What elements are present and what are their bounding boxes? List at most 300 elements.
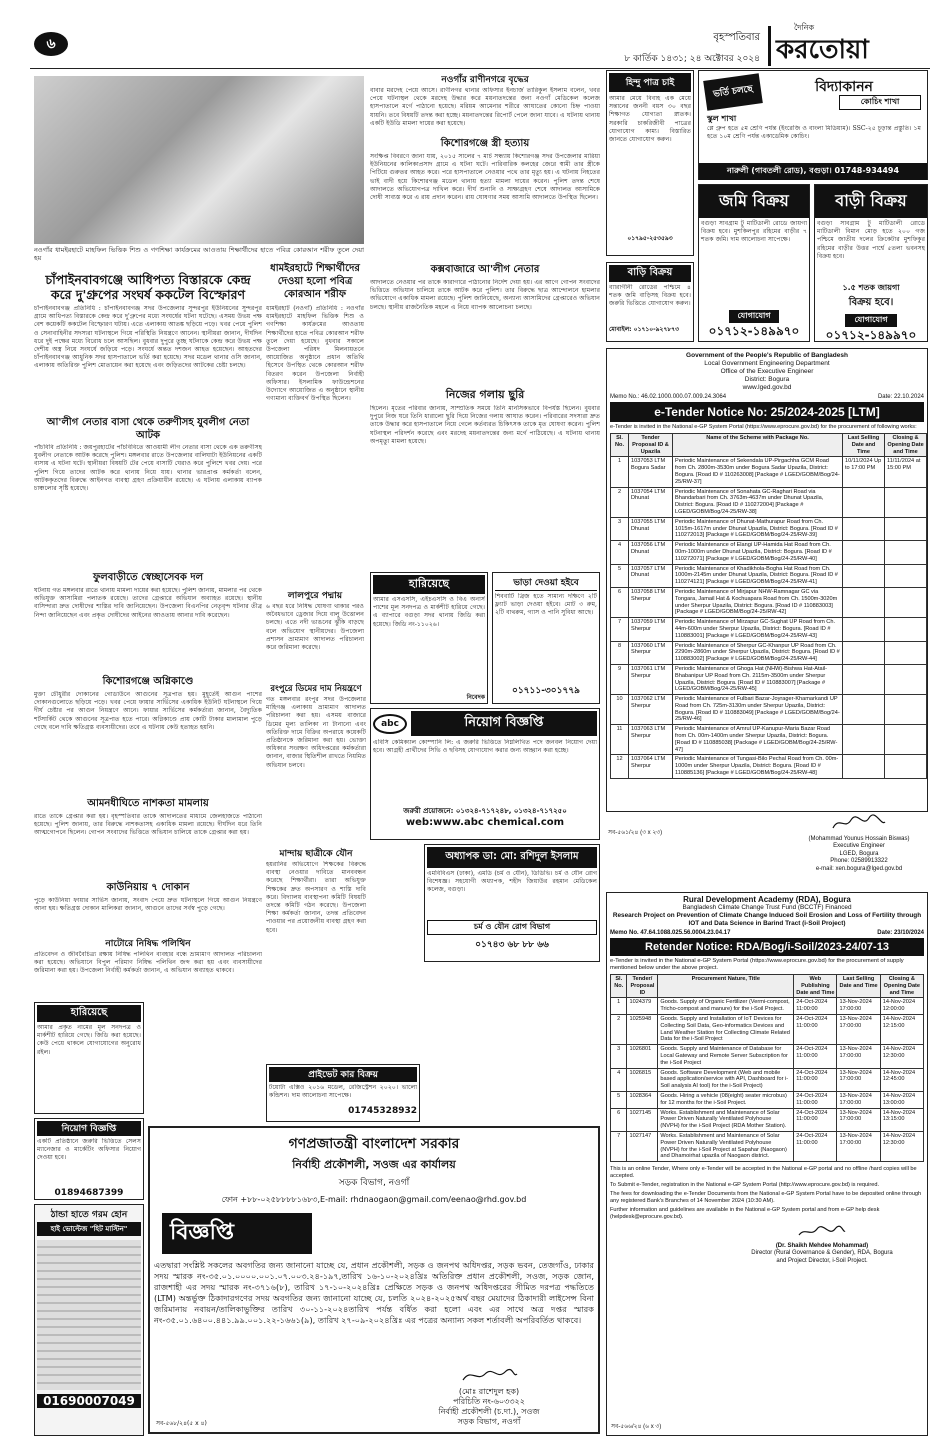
ad-contact-label: যোগাযোগ <box>729 310 779 323</box>
ad-title: হারিয়েছে <box>373 575 485 594</box>
table-row <box>611 1091 924 1108</box>
table-cell: 2 <box>611 1014 627 1044</box>
table-cell: Periodic Maintenance of Mirjapur NHW-Ramnagar GC via Tongara, Jamail Hat & Kochuapara Road from Ch. 1500m-3020m under Sherpur Upazila, District: Bogura. [Road ID # 110883003] [Package # LGED/GOBM/Bog/24-25/RW-42] <box>673 587 843 617</box>
ad-car <box>266 1064 420 1122</box>
ad-title: নিয়োগ বিজ্ঞপ্তি <box>411 711 597 736</box>
tender-note3: The fees for downloading the e-Tender Documents from the National e-GP System Portal have to be deposited online through any registered Bank's Branches of 14 November 2024 (10:30 AM). <box>610 1191 922 1205</box>
signer-phone: Phone: 02589913322 <box>830 858 888 864</box>
article-title: আ'লীগ নেতার বাসা থেকে তরুণীসহ যুবলীগ নেতা আটক <box>46 417 250 441</box>
table-cell: 1028364 <box>627 1091 658 1108</box>
table-cell: 14-Nov-2024 12:30:00 <box>880 1131 923 1161</box>
table-header-cell: Tender Proposal ID & Upazila <box>629 434 673 457</box>
table-cell: 11/11/2024 at 15:00 PM <box>885 457 927 487</box>
tender-note1: This is an online Tender, Where only e-Tender will be accepted in the National e-GP portal and no offline /hard copies will be accepted. <box>610 1166 917 1180</box>
table-cell <box>843 755 885 778</box>
article-title: লালপুরে পদ্মায় <box>287 591 343 601</box>
tender-note2: To Submit e-Tender, registration in the National e-GP System Portal (http://www.eprocure.gov.bd) is required. <box>610 1182 880 1189</box>
ad-title: বাড়ী বিক্রয় <box>815 185 927 218</box>
table-cell: 1037060 LTM Sherpur <box>629 641 673 664</box>
article-body: বাবার মরদেহ পেয়ে আসে। রাণীনগর থানার অফিসার ইনচার্জ তারিকুল ইসলাম বলেন, খবর পেয়ে ঘটনাস্থল থেকে মরদেহ উদ্ধার করে ময়নাতদন্তের জন্য নওগাঁ মেডিকেল কলেজ হাসপাতালে মর্গে পাঠানো হয়েছে। মরিয়ম আমেনার শরীরে আঘাতের কোনো চিহ্ন পাওয়া যায়নি। তবে বিষয়টি তদন্ত করা হচ্ছে। ময়নাতদন্তের রিপোর্ট পেলে জানা যাবে। এ ঘটনায় থানায় একটি ইউডি মামলা দায়ের করা হয়েছে। <box>370 87 600 127</box>
table-row <box>611 641 927 664</box>
ad-body: আমার প্রকৃত নামের মূল সনদপত্র ও মার্কশীট হারিয়ে গেছে। জিডি করা হয়েছে। কেউ পেয়ে থাকলে যোগাযোগের অনুরোধ রইল। <box>37 1024 141 1056</box>
table-cell: 1037063 LTM Sherpur <box>629 725 673 755</box>
admission-sub: কোচিং শাখা <box>839 95 921 110</box>
article-title: কাউনিয়ায় ৭ দোকান <box>106 882 190 893</box>
table-header-cell: Sl. No. <box>611 434 629 457</box>
page-number-badge <box>34 32 68 56</box>
signer-division: সড়ক বিভাগ, নওগাঁ <box>457 1417 521 1426</box>
article-body: ছিলেন। মৃতের পরিবার জানায়, সাম্প্রতিক সময়ে তিনি মানসিকভাবে বিপর্যস্ত ছিলেন। বুধবার দুপুরে নিজ ঘরে তিনি ধারালো ছুরি দিয়ে নিজের গলায় আঘাত করেন। পরিবারের সদস্যরা দ্রুত তাকে উদ্ধার করে হাসপাতালে নিয়ে গেলে কর্তব্যরত চিকিৎসক তাকে মৃত ঘোষণা করেন। পুলিশ ঘটনাস্থল পরিদর্শন করেছে এবং মরদেহ ময়নাতদন্তের জন্য মর্গে পাঠিয়েছে। এ ঘটনায় থানায় অপমৃত্যু মামলা হয়েছে। <box>370 405 600 445</box>
ad-sub: হাই ভোল্টেজ "হিট মাস্টিন" <box>37 1222 141 1236</box>
ad-title: অধ্যাপক ডা: মো: রশিদুল ইসলাম <box>427 847 597 868</box>
table-cell: Works. Establishment and Maintenance of Solar Power Driven Naturally Ventilated Polyhouse (NVPH) for the i-Soil Project (RDA Mother Station). <box>658 1108 794 1131</box>
article-manda <box>266 846 366 1058</box>
masthead-divider <box>768 26 771 66</box>
table-row <box>611 998 924 1015</box>
table-row <box>611 1045 924 1068</box>
table-cell: 13-Nov-2024 17:00:00 <box>837 998 880 1015</box>
table-cell: 10 <box>611 695 629 725</box>
signer-title2: and Project Director, i-Soil Project. <box>776 1257 868 1264</box>
ad-house2 <box>606 262 694 342</box>
table-cell <box>843 487 885 517</box>
signer-org: LGED, Bogura <box>839 850 879 857</box>
article-body: সংক্ষিপ্ত বিবরণে জানা যায়, ২০১৫ সালের ৭ মার্চ সন্ধ্যায় কিশোরগঞ্জ সদর উপজেলার মারিয়া ইউনিয়নের কালিকাপ্রসাদ গ্রামে এ ঘটনা ঘটে। পারিবারিক কলহের জেরে স্বামী তার স্ত্রীকে পিটিয়ে গুরুতর আহত করে। পরে হাসপাতালে নেওয়ার পথে তার মৃত্যু হয়। এ ঘটনায় নিহতের ভাই বাদী হয়ে কিশোরগঞ্জ মডেল থানায় হত্যা মামলা দায়ের করেন। পুলিশ তদন্ত শেষে আদালতে অভিযোগপত্র দাখিল করে। দীর্ঘ শুনানি ও সাক্ষ্যগ্রহণ শেষে আদালত আসামিকে দোষী সাব্যস্ত করে এ রায় প্রদান করেন। রায় ঘোষণার সময় আসামি আদালতে উপস্থিত ছিলেন। <box>370 153 600 202</box>
tender-header5: www.lged.gov.bd <box>742 384 792 391</box>
table-cell: 13-Nov-2024 17:00:00 <box>837 1068 880 1091</box>
table-cell: Periodic Maintenance of Sherpur GC-Khanpur UP Road from Ch. 2290m-2860m under Sherpur Upazila, District: Bogura. [Road ID # 110883002] [Package # LGED/GOBM/Bog/24-25/RW-44] <box>673 641 843 664</box>
table-cell: 14-Nov-2024 13:00:00 <box>880 1091 923 1108</box>
article-coxsbazar <box>370 262 600 382</box>
table-header-cell: Web Publishing Date and Time <box>794 975 837 998</box>
ad-body: একটি প্রতিষ্ঠানে জরুরি ভিত্তিতে সেলস ম্যানেজার ও মার্কেটিং অফিসার নিয়োগ দেওয়া হবে। <box>37 1138 141 1162</box>
signer-name: (Dr. Shaikh Mehdee Mohammad) <box>775 1242 869 1249</box>
article-title: আমনধীঘিতে নাশকতা মামলায় <box>87 798 209 809</box>
ad-phone: 01894687399 <box>54 1188 124 1198</box>
table-cell <box>843 564 885 587</box>
table-header-cell: Closing & Opening Date and Time <box>880 975 923 998</box>
article-fulbari <box>34 570 262 670</box>
table-cell: 14-Nov-2024 12:15:00 <box>880 1014 923 1044</box>
ad-body: আমার এসএসসি, এইচএসসি ও বিএ অনার্স পাশের মূল সনদপত্র ও মার্কশীট হারিয়ে গেছে। এ ব্যাপারে বগুড়া সদর থানায় জিডি করা হয়েছে। জিডি নং-১১০২৬। <box>373 596 485 628</box>
article-title: ধামইরহাটে শিক্ষার্থীদের দেওয়া হলো পবিত্র কোরআন শরীফ <box>270 263 360 300</box>
ad-phone: 01690007049 <box>37 1394 141 1408</box>
signer-name: (Mohammad Younus Hossain Biswas) <box>808 835 910 842</box>
table-cell: Periodic Maintenance of Fulbari Bazar-Joyrager-Khamarkandi UP Road from Ch. 725m-3130m under Sherpur Upazila, District: Bogura. [Road ID # 110883049] [Package # LGED/GOBM/Bog/24-25/RW-46] <box>673 695 843 725</box>
table-cell: 12 <box>611 755 629 778</box>
table-cell <box>885 564 927 587</box>
admission-address: নারুলী (গাবতলী রোড), বগুড়া। 01748-934494 <box>699 163 927 180</box>
table-cell <box>843 541 885 564</box>
ad-lost <box>370 572 488 704</box>
article-title: মান্দায় ছাত্রীকে যৌন <box>279 849 353 859</box>
article-dhamoirhat <box>266 262 364 582</box>
tender-table <box>610 433 927 779</box>
table-header-cell: Sl. No. <box>611 975 627 998</box>
table-row <box>611 541 927 564</box>
ad-body: ব্যারাগীনী রোডের পশ্চিমে ৪ শতক জমি বাড়িসহ বিক্রয় হবে। জরুরি ভিত্তিতে যোগাযোগ করুন। <box>609 284 691 308</box>
table-cell <box>885 695 927 725</box>
ad-size: ১.৫ শতক জায়গা <box>842 283 900 292</box>
table-cell: 1026815 <box>627 1068 658 1091</box>
ad-cold <box>34 1204 144 1436</box>
table-cell: 1037056 LTM Dhunat <box>629 541 673 564</box>
table-cell: 1027147 <box>627 1131 658 1161</box>
ad-contact-label: যোগাযোগ <box>845 314 897 327</box>
table-cell: Periodic Maintenance of Tungasi-Bilo Pechal Road from Ch. 00m-1000m under Sherpur Upazila, District: Bogura. [Road ID # 110885136] [Package # LGED/GOBM/Bog/24-25/RW-48] <box>673 755 843 778</box>
tender-header3: Research Project on Prevention of Climate Change Induced Soil Erosion and Loss of Fertility through IOT and Data Science in Barind Tract (i-Soil Project) <box>612 912 922 927</box>
table-cell: 1 <box>611 998 627 1015</box>
article-body: আদালতে নেওয়ার পর তাকে কারাগারে পাঠানোর নির্দেশ দেয়া হয়। এর আগে গোপন সংবাদের ভিত্তিতে অভিযান চালিয়ে তাকে আটক করে পুলিশ। তার বিরুদ্ধে ছাত্র আন্দোলনে হামলার অভিযোগে একাধিক মামলা রয়েছে। পুলিশ জানিয়েছে, অন্যান্য আসামিদের গ্রেপ্তারেও অভিযান চলছে। স্থানীয় রাজনৈতিক মহলে এ নিয়ে ব্যাপক আলোচনা চলছে। <box>370 279 600 311</box>
notice-office: নির্বাহী প্রকৌশলী, সওজ এর কার্যালয় <box>292 1158 456 1171</box>
tender-title: Retender Notice: RDA/Bog/i-Soil/2023-24/07-13 <box>610 938 924 956</box>
ad-rent <box>492 572 600 704</box>
tender-date: Date: 23/10/2024 <box>877 930 924 936</box>
tender-header4: District: Bogura <box>744 376 790 383</box>
article-lalpur <box>266 588 364 678</box>
table-row <box>611 457 927 487</box>
ad-name: নিবেদক <box>466 694 485 701</box>
ad-house <box>814 184 928 342</box>
table-cell: 1037054 LTM Dhunat <box>629 487 673 517</box>
ad-sale: বিক্রয় হবে। <box>848 297 894 308</box>
table-header-cell: Procurement Nature, Title <box>658 975 794 998</box>
table-cell: 24-Oct-2024 11:00:00 <box>794 998 837 1015</box>
masthead-rule <box>30 68 930 69</box>
table-row <box>611 725 927 755</box>
article-body: পুড়ে কাউনিয়া ফায়ার সার্ভিস জানায়, সংবাদ পেয়ে দ্রুত ঘটনাস্থলে গিয়ে আগুন নিয়ন্ত্রণে আনা হয়। ক্ষতিগ্রস্ত দোকান মালিকরা জানান, আগুনে তাদের সর্বস্ব পুড়ে গেছে। <box>34 897 262 913</box>
photo-caption: নওগাঁর ধামইরহাটে মাহফিল ভিত্তিক শিশু ও গণশিক্ষা কার্যক্রমের আওতায় শিক্ষার্থীদের হাতে পবিত্র কোরআন শরীফ তুলে দেয়া হয় <box>34 246 364 263</box>
tender1-ref: সব-৫৬১/২৪ (৩ x ২৩) <box>608 830 663 836</box>
notice-division: সড়ক বিভাগ, নওগাঁ <box>338 1178 410 1188</box>
table-cell: 1024379 <box>627 998 658 1015</box>
table-cell <box>843 725 885 755</box>
tender-notice-rda <box>606 892 928 1436</box>
table-cell: 11 <box>611 725 629 755</box>
table-cell: 13-Nov-2024 17:00:00 <box>837 1091 880 1108</box>
notice-contact: ফোন +৮৮-০২৫৮৮৮৮১৬৮৩,E-mail: rhdnaogaon@gmail.com/eenao@rhd.gov.bd <box>221 1195 527 1204</box>
masthead-logo-small: দৈনিক <box>794 23 815 32</box>
ad-body: আমার মেয়ে বিবাহ এক মেয়ে সন্তানের জননী বয়স ৩০ বছর শিক্ষাগত যোগ্যতা স্নাতক। সরকারি চাকরিজীবী পাত্রের যোগাযোগ কাম্য। বিস্তারিত জানতে যোগাযোগ করুন। <box>609 95 691 144</box>
table-cell: 1037061 LTM Sherpur <box>629 664 673 694</box>
table-cell: 24-Oct-2024 11:00:00 <box>794 1014 837 1044</box>
table-cell: 13-Nov-2024 17:00:00 <box>837 1014 880 1044</box>
table-cell: Periodic Maintenance of Amrul UP-Kanupur-Maria Bazar Road from Ch. 00m-1400m under Sherpur Upazila, District: Bogura. [Road ID # 110885038] [Package # LGED/GOBM/Bog/24-25/RW-47] <box>673 725 843 755</box>
page-number: ৬ <box>46 36 56 52</box>
article-body: চাঁপাইনবাবগঞ্জ প্রতিনিধি : চাঁপাইনবাবগঞ্জ সদর উপজেলার সুন্দরপুর ইউনিয়নের সুন্দরপুর গ্রামে আধিপত্য বিস্তারকে কেন্দ্র করে দু'গ্রুপের মধ্যে সংঘর্ষের ঘটনা ঘটেছে। এসময় উভয় পক্ষ বেশ কয়েকটি ককটেল বিস্ফোরণ ঘটায়। এতে এলাকায় আতঙ্ক ছড়িয়ে পড়ে। খবর পেয়ে পুলিশ ও সেনাবাহিনীর সদস্যরা ঘটনাস্থলে গিয়ে পরিস্থিতি নিয়ন্ত্রণে আনেন। স্থানীয়রা জানান, দীর্ঘদিন ধরে দুই পক্ষের মধ্যে বিরোধ চলে আসছিল। বুধবার দুপুরে তুচ্ছ ঘটনাকে কেন্দ্র করে উভয় পক্ষ দেশীয় অস্ত্র নিয়ে সংঘর্ষে জড়িয়ে পড়ে। সংঘর্ষে অন্তত দশজন আহত হয়েছেন। আহতদের চাঁপাইনবাবগঞ্জ আধুনিক সদর হাসপাতালে ভর্তি করা হয়েছে। সদর মডেল থানার ওসি জানান, এলাকায় অতিরিক্ত পুলিশ মোতায়েন করা হয়েছে এবং জড়িতদের আটকের চেষ্টা চলছে। <box>34 305 262 370</box>
table-cell: 24-Oct-2024 11:00:00 <box>794 1068 837 1091</box>
signer-title: Executive Engineer <box>833 843 885 849</box>
table-row <box>611 487 927 517</box>
signature-image <box>797 1225 847 1239</box>
table-row <box>611 517 927 540</box>
table-cell: 13-Nov-2024 17:00:00 <box>837 1108 880 1131</box>
table-cell: 6 <box>611 587 629 617</box>
table-cell: 1037055 LTM Dhunat <box>629 517 673 540</box>
ad-phone: ০১৭১১-৩০১৭৭৯ <box>511 686 581 696</box>
signer-title: Director (Rural Governance & Gender), RDA, Bogura <box>751 1250 893 1257</box>
table-row <box>611 1108 924 1131</box>
table-cell: 10/11/2024 Up to 17:00 PM <box>843 457 885 487</box>
table-cell: 1027145 <box>627 1108 658 1131</box>
admission-title: বিদ্যাকানন <box>815 79 873 95</box>
table-cell: 24-Oct-2024 11:00:00 <box>794 1091 837 1108</box>
date-text: ৮ কার্তিক ১৪৩১; ২৪ অক্টোবর ২০২৪ <box>624 54 760 64</box>
article-throat-knife <box>370 386 600 566</box>
tender-header3: Office of the Executive Engineer <box>720 368 814 375</box>
table-cell <box>885 587 927 617</box>
table-row <box>611 664 927 694</box>
tender-header1: Rural Development Academy (RDA), Bogura <box>683 895 851 904</box>
signature-image <box>829 814 889 832</box>
signer-email: e-mail: xen.bogura@lged.gov.bd <box>815 865 903 872</box>
ad-title: হিন্দু পাত্র চাই <box>609 73 691 92</box>
abc-logo: abc <box>373 714 407 734</box>
table-cell: 7 <box>611 618 629 641</box>
ad-bottom-job <box>34 1118 144 1200</box>
table-row <box>611 755 927 778</box>
article-kishoreganj-murder <box>370 136 600 258</box>
table-row <box>611 1014 924 1044</box>
signer-name: (মোঃ রাশেদুল হক) <box>458 1387 520 1396</box>
admission-sub2: স্কুল শাখা <box>707 114 737 123</box>
article-title: কক্সবাজারে আ'লীগ নেতার <box>430 264 540 275</box>
ad-phone: ০১৭১২-১৪৯৯৭০ <box>708 324 800 338</box>
article-title: চাঁপাইনবাবগঞ্জে আধিপত্য বিস্তারকে কেন্দ্র করে দু'গ্রুপের সংঘর্ষ ককটেল বিস্ফোরণ <box>45 272 251 302</box>
tender-memo: Memo No. 47.64.1088.025.56.0004.23.04.17 <box>610 930 731 936</box>
govt-notice-rhd <box>148 1126 600 1434</box>
article-title: নিজের গলায় ছুরি <box>445 388 525 401</box>
table-header-cell: Last Selling Date and Time <box>843 434 885 457</box>
table-cell: 4 <box>611 541 629 564</box>
table-cell: Periodic Maintenance of Khadikhola-Bogha Hat Road from Ch. 1000m-2145m under Dhunat Upazila, District: Bogura. [Road ID # 110274121] [Package # LGED/GOBM/Bog/24-25/RW-41] <box>673 564 843 587</box>
tender-notice-lged <box>606 348 928 812</box>
table-cell: 6 <box>611 1108 627 1131</box>
table-cell <box>885 517 927 540</box>
table-cell: 5 <box>611 564 629 587</box>
article-kishoreganj-fire <box>34 674 262 792</box>
ad-phone: 01745328932 <box>348 1106 417 1116</box>
tender-intro: e-Tender is invited in the National e-GP System Portal (https://www.eprocure.gov.bd) for the procurement of supply mentioned below under the above project. <box>610 958 904 971</box>
table-cell <box>843 587 885 617</box>
ad-title: ঠান্ডা হাতে গরম হোন <box>50 1210 128 1220</box>
article-rangpur-egg <box>266 682 366 842</box>
ad-title: জমি বিক্রয় <box>699 185 809 218</box>
ad-phone: ০১৭৯৫-২৫৩৫৯৩ <box>627 235 673 242</box>
article-youth-league <box>34 416 262 566</box>
ad-title: প্রাইভেট কার বিক্রয় <box>269 1067 417 1082</box>
table-header-cell: Last Selling Date and Time <box>837 975 880 998</box>
table-cell <box>843 618 885 641</box>
article-title: ফুলবাড়ীতে স্বেচ্ছাসেবক দল <box>92 572 204 583</box>
article-body: গত মঙ্গলবার রংপুর সদর উপজেলার মাহিগঞ্জ এলাকায় ভ্রাম্যমাণ আদালত পরিচালনা করা হয়। এসময় বাজারে ডিমের মূল্য তালিকা না টানানো এবং অতিরিক্ত দামে বিক্রির অপরাধে কয়েকটি প্রতিষ্ঠানকে জরিমানা করা হয়। ভোক্তা অধিকার সংরক্ষণ অধিদপ্তরের কর্মকর্তারা জানান, বাজার স্থিতিশীল রাখতে নিয়মিত অভিযান চলবে। <box>266 696 366 769</box>
table-row <box>611 1131 924 1161</box>
table-cell <box>843 695 885 725</box>
table-cell <box>885 618 927 641</box>
article-ranignagar <box>370 72 600 132</box>
table-cell: Goods. Supply and Maintenance of Database for Local Gateway and Remote Server Subscription for the i-Soil Project <box>658 1045 794 1068</box>
article-body: ধামইরহাট (নওগাঁ) প্রতিনিধি : নওগাঁর ধামইরহাটে মাহফিল ভিত্তিক শিশু ও গণশিক্ষা কার্যক্রমের আওতায় শিক্ষার্থীদের হাতে পবিত্র কোরআন শরীফ তুলে দেয়া হয়েছে। বুধবার সকালে উপজেলা পরিষদ মিলনায়তনে আয়োজিত অনুষ্ঠানে প্রধান অতিথি হিসেবে উপস্থিত থেকে কোরআন শরীফ বিতরণ করেন উপজেলা নির্বাহী অফিসার। ইসলামিক ফাউন্ডেশনের উদ্যোগে আয়োজিত এ অনুষ্ঠানে স্থানীয় গণ্যমান্য ব্যক্তিবর্গ উপস্থিত ছিলেন। <box>266 305 364 403</box>
ad-phone: মোবাইল: ০১৭১০-৯২৭৮৭৩ <box>609 326 680 333</box>
table-row <box>611 1068 924 1091</box>
table-cell <box>885 755 927 778</box>
table-row <box>611 695 927 725</box>
table-cell: 14-Nov-2024 13:15:00 <box>880 1108 923 1131</box>
article-chapainawabganj <box>34 272 262 412</box>
tender-table <box>610 974 924 1162</box>
table-cell: Periodic Maintenance of Mirzapur GC-Sughat UP Road from Ch. 44m-600m under Sherpur Upazila, District: Bogura. [Road ID # 110883001] [Package # LGED/GOBM/Bog/24-25/RW-43] <box>673 618 843 641</box>
ad-phone: ০১৭৪৩ ৬৮ ৮৮ ৬৬ <box>475 940 549 950</box>
tender-header2: Bangladesh Climate Change Trust Fund (BCCTF) Financed <box>682 904 852 911</box>
news-photo <box>34 76 364 244</box>
admission-badge <box>703 73 763 111</box>
table-cell: Goods. Supply and Installation of IoT Devices for Collecting Soil Data, Geo-informatics Devices and Land Weather Station for Collecting Climate Related Data for the i-Soil Project <box>658 1014 794 1044</box>
table-cell: 14-Nov-2024 12:30:00 <box>880 1045 923 1068</box>
ad-body: এবিসি কেমিক্যাল কোম্পানি লি: এ জরুরি ভিত্তিতে নিম্নলিখিত পদে জনবল নিয়োগ দেয়া হবে। আগ্রহী প্রার্থীদের সিভি ও ছবিসহ যোগাযোগ করার জন্য আহ্বান করা হচ্ছে। <box>373 739 597 755</box>
article-body: মুক্তা চৌধুরীর দোকানের গোডাউনে আগুনের সূত্রপাত হয়। মুহূর্তেই আগুন পাশের দোকানগুলোতে ছড়িয়ে পড়ে। খবর পেয়ে ফায়ার সার্ভিসের একাধিক ইউনিট ঘটনাস্থলে গিয়ে দীর্ঘ চেষ্টার পর আগুন নিয়ন্ত্রণে আনে। ফায়ার সার্ভিসের কর্মকর্তারা জানান, বৈদ্যুতিক শর্টসার্কিট থেকে আগুনের সূত্রপাত হতে পারে। অগ্নিকাণ্ডে প্রায় কোটি টাকার মালামাল পুড়ে গেছে বলে দাবি ক্ষতিগ্রস্ত ব্যবসায়ীদের। তবে এ ঘটনায় কেউ হতাহত হয়নি। <box>34 691 262 731</box>
ad-doctor <box>424 844 600 962</box>
masthead <box>0 0 945 70</box>
table-header-cell: Tender/ Proposal ID <box>627 975 658 998</box>
ad-bride <box>606 70 694 256</box>
tender-memo: Memo No.: 46.02.1000.000.07.009.24.3064 <box>610 394 727 400</box>
table-cell <box>885 641 927 664</box>
ad-body: এমবিবিএস (ঢাকা), এমডি (চর্ম ও যৌন), ডিডিভি। চর্ম ও যৌন রোগ বিশেষজ্ঞ। সহযোগী অধ্যাপক, শহীদ জিয়াউর রহমান মেডিকেল কলেজ, বগুড়া। <box>427 870 597 894</box>
table-cell: Periodic Maintenance of Ghoga Hat (NHW)-Bishwa Hat-Atail-Bhabanipur UP Road from Ch. 2115m-3500m under Sherpur Upazila, District: Bogura. [Road ID # 110883007] [Package # LGED/GOBM/Bog/24-25/RW-45] <box>673 664 843 694</box>
tender1-signature-block <box>790 814 928 886</box>
article-body: ঘটনায় গত মঙ্গলবার রাতে থানায় মামলা দায়ের করা হয়েছে। পুলিশ জানায়, মামলার পর থেকে অভিযুক্ত আসামিরা পলাতক রয়েছে। তাদের গ্রেপ্তারে অভিযান অব্যাহত রয়েছে। স্থানীয় বাসিন্দারা দ্রুত দোষীদের শাস্তির দাবি জানিয়েছেন। উপজেলা বিএনপির নেতৃবৃন্দ ঘটনার তীব্র নিন্দা জানিয়েছেন এবং প্রকৃত দোষীদের আইনের আওতায় আনার দাবি করেছেন। <box>34 587 262 619</box>
notice-body: এতদ্বারা সংশ্লিষ্ট সকলের অবগতির জন্য জানানো যাচ্ছে যে, প্রধান প্রকৌশলী, সড়ক ও জনপথ অধিদপ্তর, সড়ক ভবন, তেজগাঁও, ঢাকার সদয় স্মারক নং-৩৫.০১.০০০০.০০১.০৭.০০৩.২৪-১৯৭,তারিখ ১৬-১০-২০২৪খ্রিঃ অতিরিক্ত প্রধান প্রকৌশলী, সওজ, সড়ক জোন, রাজশাহী এর সদয় স্মারক নং-৩৭১৬(৮), তারিখ ১৭-১০-২০২৪খ্রিঃ প্রেক্ষিতে সড়ক ও জনপথ অধিদপ্তরের সীমিত দরপত্র পদ্ধতিতে (LTM) অন্তর্ভুক্ত ঠিকাদারগণের সদয় অবগতির জন্য জানানো যাচ্ছে যে, চলতি ২০২৪-২০২৫অর্থ বছর মেয়াদের ঠিকাদারী লাইসেন্স বিনা জরিমানায় নবায়ন/তালিকাভুক্তির তারিখ ৩০-১১-২০২৪তারিখ পর্যন্ত বর্ধিত করা হলো এবং এর সাথে অত্র দপ্তর স্মারক নং-৩৫.০১.৬৪০০.৪৪১.৯৯.০০১.২২-১৬৬১(৯), তারিখ ২৭-০৯-২০২৪খ্রিঃ এর পত্রের অন্যান্য সকল শর্তাবলী অপরিবর্তিত থাকবে। <box>154 1260 594 1325</box>
ad-phone: জরুরী প্রয়োজনে: ০১৩২৪-৭১৭২৪৮, ০১৩২৪-৭১৭২৫০ <box>403 807 567 815</box>
weekday: বৃহস্পতিবার <box>713 32 760 43</box>
table-cell: Goods. Software Development (Web and mobile based application/service with API, Dashboard for i-Soil analysis AI tool) for the i-Soil Project) <box>658 1068 794 1091</box>
table-cell: 5 <box>611 1091 627 1108</box>
article-title: নওগাঁর রাণীনগরে বৃদ্ধের <box>441 75 529 85</box>
table-row <box>611 587 927 617</box>
table-row <box>611 618 927 641</box>
article-title: রংপুরে ডিমের দাম নিয়ন্ত্রণে <box>270 684 362 694</box>
table-cell: 3 <box>611 517 629 540</box>
table-cell: 1026801 <box>627 1045 658 1068</box>
admission-body: প্লে গ্রুপ হতে ৫ম শ্রেণি পর্যন্ত (ইংরেজি ও বাংলা মিডিয়াম)। SSC-২৫ চূড়ান্ত প্রস্তুতি। ১ম হতে ১০ম শ্রেণি পর্যন্ত একাডেমিক কোচিং। <box>707 125 921 141</box>
table-row <box>611 564 927 587</box>
ad-spec: চর্ম ও যৌন রোগ বিভাগ <box>427 920 597 935</box>
article-kaunia <box>34 880 262 932</box>
notice-title: গণপ্রজাতন্ত্রী বাংলাদেশ সরকার <box>288 1136 460 1152</box>
ad-job-abc <box>370 708 600 840</box>
ad-body: শিববাটি ব্রিজ হতে সামান্য দক্ষিণে ২টি ফ্ল্যাট ভাড়া দেওয়া হইবে। মোট ৩ রুম, ২টি বাথরুম, গ্যাস ও পানি সুবিধা আছে। <box>495 593 597 617</box>
table-cell: 1 <box>611 457 629 487</box>
ad-body: বগুড়া সাবগ্রাম টু মাটিডালী রোডে মাটিডালী বিমান মোড় হতে ২০০ গজ পশ্চিমে জাতীয় দলের ক্রিকেটার মুশফিকুর রহিমের বাড়ীর উত্তর পার্শ্বে ৫তলা ভবনসহ বিক্রয় হবে। <box>817 220 925 260</box>
masthead-date <box>600 30 760 66</box>
table-cell: 2 <box>611 487 629 517</box>
ad-body: বগুড়া সাবগ্রাম টু মাটিডালী রোডে জায়গা বিক্রয় হবে। মুশকিলপুর রহিমের বাড়ীর ৭ শতক জমি। দাম আলোচনা সাপেক্ষে। <box>701 220 807 244</box>
table-cell: 24-Oct-2024 11:00:00 <box>794 1108 837 1131</box>
table-cell <box>843 517 885 540</box>
table-cell: Periodic Maintenance of Sekendala UP-Pirgachha GCM Road from Ch. 2800m-3530m under Bogura Sadar Upazila, District: Bogura. [Road ID # 110263008] [Package # LGED/GOBM/Bog/24-25/RW-37] <box>673 457 843 487</box>
ad-title: নিয়োগ বিজ্ঞপ্তি <box>37 1121 141 1136</box>
table-cell: 14-Nov-2024 12:00:00 <box>880 998 923 1015</box>
tender-date: Date: 22.10.2024 <box>877 394 924 400</box>
article-body: প্রতিবেদন ও জীববৈচিত্র্য রক্ষায় নিষিদ্ধ পলিথিন ব্যবহার বন্ধে ভ্রাম্যমাণ আদালত পরিচালনা করা হয়েছে। অভিযানে বিপুল পরিমাণ নিষিদ্ধ পলিথিন জব্দ করা হয় এবং ব্যবসায়ীদের জরিমানা করা হয়। উপজেলা নির্বাহী কর্মকর্তা জানান, এ অভিযান অব্যাহত থাকবে। <box>34 951 262 975</box>
table-cell: Goods. Hiring a vehicle (08(eight) seater microbus) for 12 months for the i-Soil Project. <box>658 1091 794 1108</box>
ad-image <box>37 1240 141 1390</box>
table-header-cell: Closing & Opening Date and Time <box>885 434 927 457</box>
tender-header1: Government of the People's Republic of Bangladesh <box>686 352 848 359</box>
article-title: কিশোরগঞ্জে অগ্নিকাণ্ডে <box>102 676 194 687</box>
table-cell <box>885 725 927 755</box>
table-cell <box>843 664 885 694</box>
table-cell <box>843 641 885 664</box>
table-cell: 3 <box>611 1045 627 1068</box>
article-body: রাতে তাকে গ্রেপ্তার করা হয়। বৃহস্পতিবার তাকে আদালতের মাধ্যমে জেলহাজতে পাঠানো হয়েছে। পুলিশ জানায়, তার বিরুদ্ধে নাশকতাসহ একাধিক মামলা রয়েছে। দীর্ঘদিন ধরে তিনি আত্মগোপনে ছিলেন। গোপন সংবাদের ভিত্তিতে অভিযান চালিয়ে তাকে গ্রেপ্তার করা হয়। <box>34 813 262 837</box>
article-body: ৬ বছর ধরে নিষিদ্ধ ঘোষণা থাকার পরও অবৈধভাবে ড্রেজার দিয়ে বালু উত্তোলন চলছে। এতে নদী ভাঙনের ঝুঁকি বাড়ছে বলে অভিযোগ স্থানীয়দের। উপজেলা প্রশাসন ভ্রাম্যমাণ আদালত পরিচালনা করে জরিমানা করেছে। <box>266 603 364 652</box>
table-cell <box>885 541 927 564</box>
article-amnadighi <box>34 796 262 876</box>
signer-id: পরিচিতি নং-৬০৩৩২২ <box>453 1397 525 1406</box>
table-cell: 1037062 LTM Sherpur <box>629 695 673 725</box>
table-cell: 8 <box>611 641 629 664</box>
tender-intro: e-Tender is invited in the National e-GP System Portal (https://www.eprocure.gov.bd) for the procurement of following works: <box>610 424 917 430</box>
article-title: কিশোরগঞ্জে স্ত্রী হত্যায় <box>440 138 530 149</box>
table-cell: 1037064 LTM Sherpur <box>629 755 673 778</box>
table-cell: 1037057 LTM Dhunat <box>629 564 673 587</box>
table-cell: Goods. Supply of Organic Fertilizer (Vermi-compost, Tricho-compost and manure) for the i-Soil Project. <box>658 998 794 1015</box>
masthead-logo-text: করতোয়া <box>776 35 869 65</box>
article-body: পাঁচবিবি প্রতিনিধি : জয়পুরহাটের পাঁচবিবিতে আওয়ামী লীগ নেতার বাসা থেকে এক তরুণীসহ যুবলীগ নেতাকে আটক করেছে পুলিশ। মঙ্গলবার রাতে উপজেলার বালিঘাটা ইউনিয়নের একটি বাসায় এ ঘটনা ঘটে। স্থানীয়রা বিষয়টি টের পেয়ে বাসাটি ঘেরাও করে পুলিশে খবর দেয়। পরে পুলিশ গিয়ে তাদের আটক করে থানায় নিয়ে যায়। থানার ভারপ্রাপ্ত কর্মকর্তা বলেন, আটককৃতদের বিরুদ্ধে আইনগত ব্যবস্থা গ্রহণ প্রক্রিয়াধীন রয়েছে। এ ঘটনায় এলাকায় ব্যাপক চাঞ্চল্যের সৃষ্টি হয়েছে। <box>34 444 262 493</box>
table-cell: Works. Establishment and Maintenance of Solar Power Driven Naturally Ventilated Polyhouse (NVPH) for the i-Soil Project at Sapahar (Naogaon) and Dhamoirhat upazila of Naogaon district. <box>658 1131 794 1161</box>
table-cell <box>885 487 927 517</box>
article-title: নাটোরে নিষিদ্ধ পলিথিন <box>105 939 191 949</box>
table-cell: 24-Oct-2024 11:00:00 <box>794 1131 837 1161</box>
ad-admission <box>698 70 928 180</box>
notice-ref: সব-৫৬৮/২৪(৫ x ৪) <box>156 1420 207 1428</box>
table-cell: Periodic Maintenance of Elangi UP-Hamida Hat Road from Ch. 00m-1000m under Dhunat Upazila, District: Bogura. [Road ID # 110272071] [Package # LGED/GOBM/Bog/24-25/RW-40] <box>673 541 843 564</box>
signer-title: নির্বাহী প্রকৌশলী (চ.দা.), সওজ <box>438 1407 540 1416</box>
table-cell <box>885 664 927 694</box>
table-cell: 13-Nov-2024 17:00:00 <box>837 1131 880 1161</box>
table-cell: 1037053 LTM Bogura Sadar <box>629 457 673 487</box>
table-cell: 24-Oct-2024 11:00:00 <box>794 1045 837 1068</box>
article-body: হয়রানির অভিযোগে শিক্ষকের বিরুদ্ধে ব্যবস্থা নেওয়ার দাবিতে মানববন্ধন করেছে শিক্ষার্থীরা। তারা অভিযুক্ত শিক্ষকের দ্রুত অপসারণ ও শাস্তি দাবি করে। বিদ্যালয় ব্যবস্থাপনা কমিটি বিষয়টি তদন্তে কমিটি গঠন করেছে। উপজেলা শিক্ষা কর্মকর্তা জানান, তদন্ত প্রতিবেদন পাওয়ার পর প্রয়োজনীয় ব্যবস্থা গ্রহণ করা হবে। <box>266 861 366 934</box>
table-cell: 13-Nov-2024 17:00:00 <box>837 1045 880 1068</box>
tender2-ref: সব-৫৬৬/২৪ (৬ x ৩) <box>611 1424 662 1431</box>
table-cell: Periodic Maintenance of Sonahata GC-Raghari Road via Bhandarbari from Ch. 3763m-4637m under Dhunat Upazila, District: Bogura. [Road ID # 110272004] [Package # LGED/GOBM/Bog/24-25/RW-38] <box>673 487 843 517</box>
ad-land <box>698 184 810 342</box>
signature-image <box>459 1368 519 1384</box>
table-header-cell: Name of the Scheme with Package No. <box>673 434 843 457</box>
admission-badge-text: ভর্তি চলছে <box>712 84 754 100</box>
table-cell: 1037058 LTM Sherpur <box>629 587 673 617</box>
tender-header2: Local Government Engineering Department <box>704 360 830 367</box>
tender-note4: Further information and guidelines are available in the National e-GP System portal and from e-GP help desk (helpdesk@eprocure.gov.bd). <box>610 1207 880 1221</box>
table-cell: 14-Nov-2024 12:45:00 <box>880 1068 923 1091</box>
table-cell: 4 <box>611 1068 627 1091</box>
table-cell: 1037059 LTM Sherpur <box>629 618 673 641</box>
ad-body: টয়োটা এক্সিও ২০১৬ মডেল, রেজিস্ট্রেশন ২০২০। ভালো কন্ডিশন। দাম আলোচনা সাপেক্ষে। <box>269 1084 417 1100</box>
ad-web: web:www.abc chemical.com <box>405 817 565 828</box>
table-cell: 7 <box>611 1131 627 1161</box>
article-natore <box>34 936 262 998</box>
table-cell: Periodic Maintenance of Dhunat-Mathurapur Road from Ch. 1015m-1617m under Dhunat Upazila, District: Bogura. [Road ID # 110272013] [Package # LGED/GOBM/Bog/24-25/RW-39] <box>673 517 843 540</box>
tender-title: e-Tender Notice No: 25/2024-2025 [LTM] <box>610 402 924 422</box>
notice-banner: বিজ্ঞপ্তি <box>162 1213 312 1254</box>
masthead-logo <box>776 22 926 66</box>
ad-title: বাড়ি বিক্রয় <box>609 265 691 282</box>
ad-bottom-lost <box>34 1002 144 1114</box>
table-cell: 9 <box>611 664 629 694</box>
table-cell: 1025948 <box>627 1014 658 1044</box>
